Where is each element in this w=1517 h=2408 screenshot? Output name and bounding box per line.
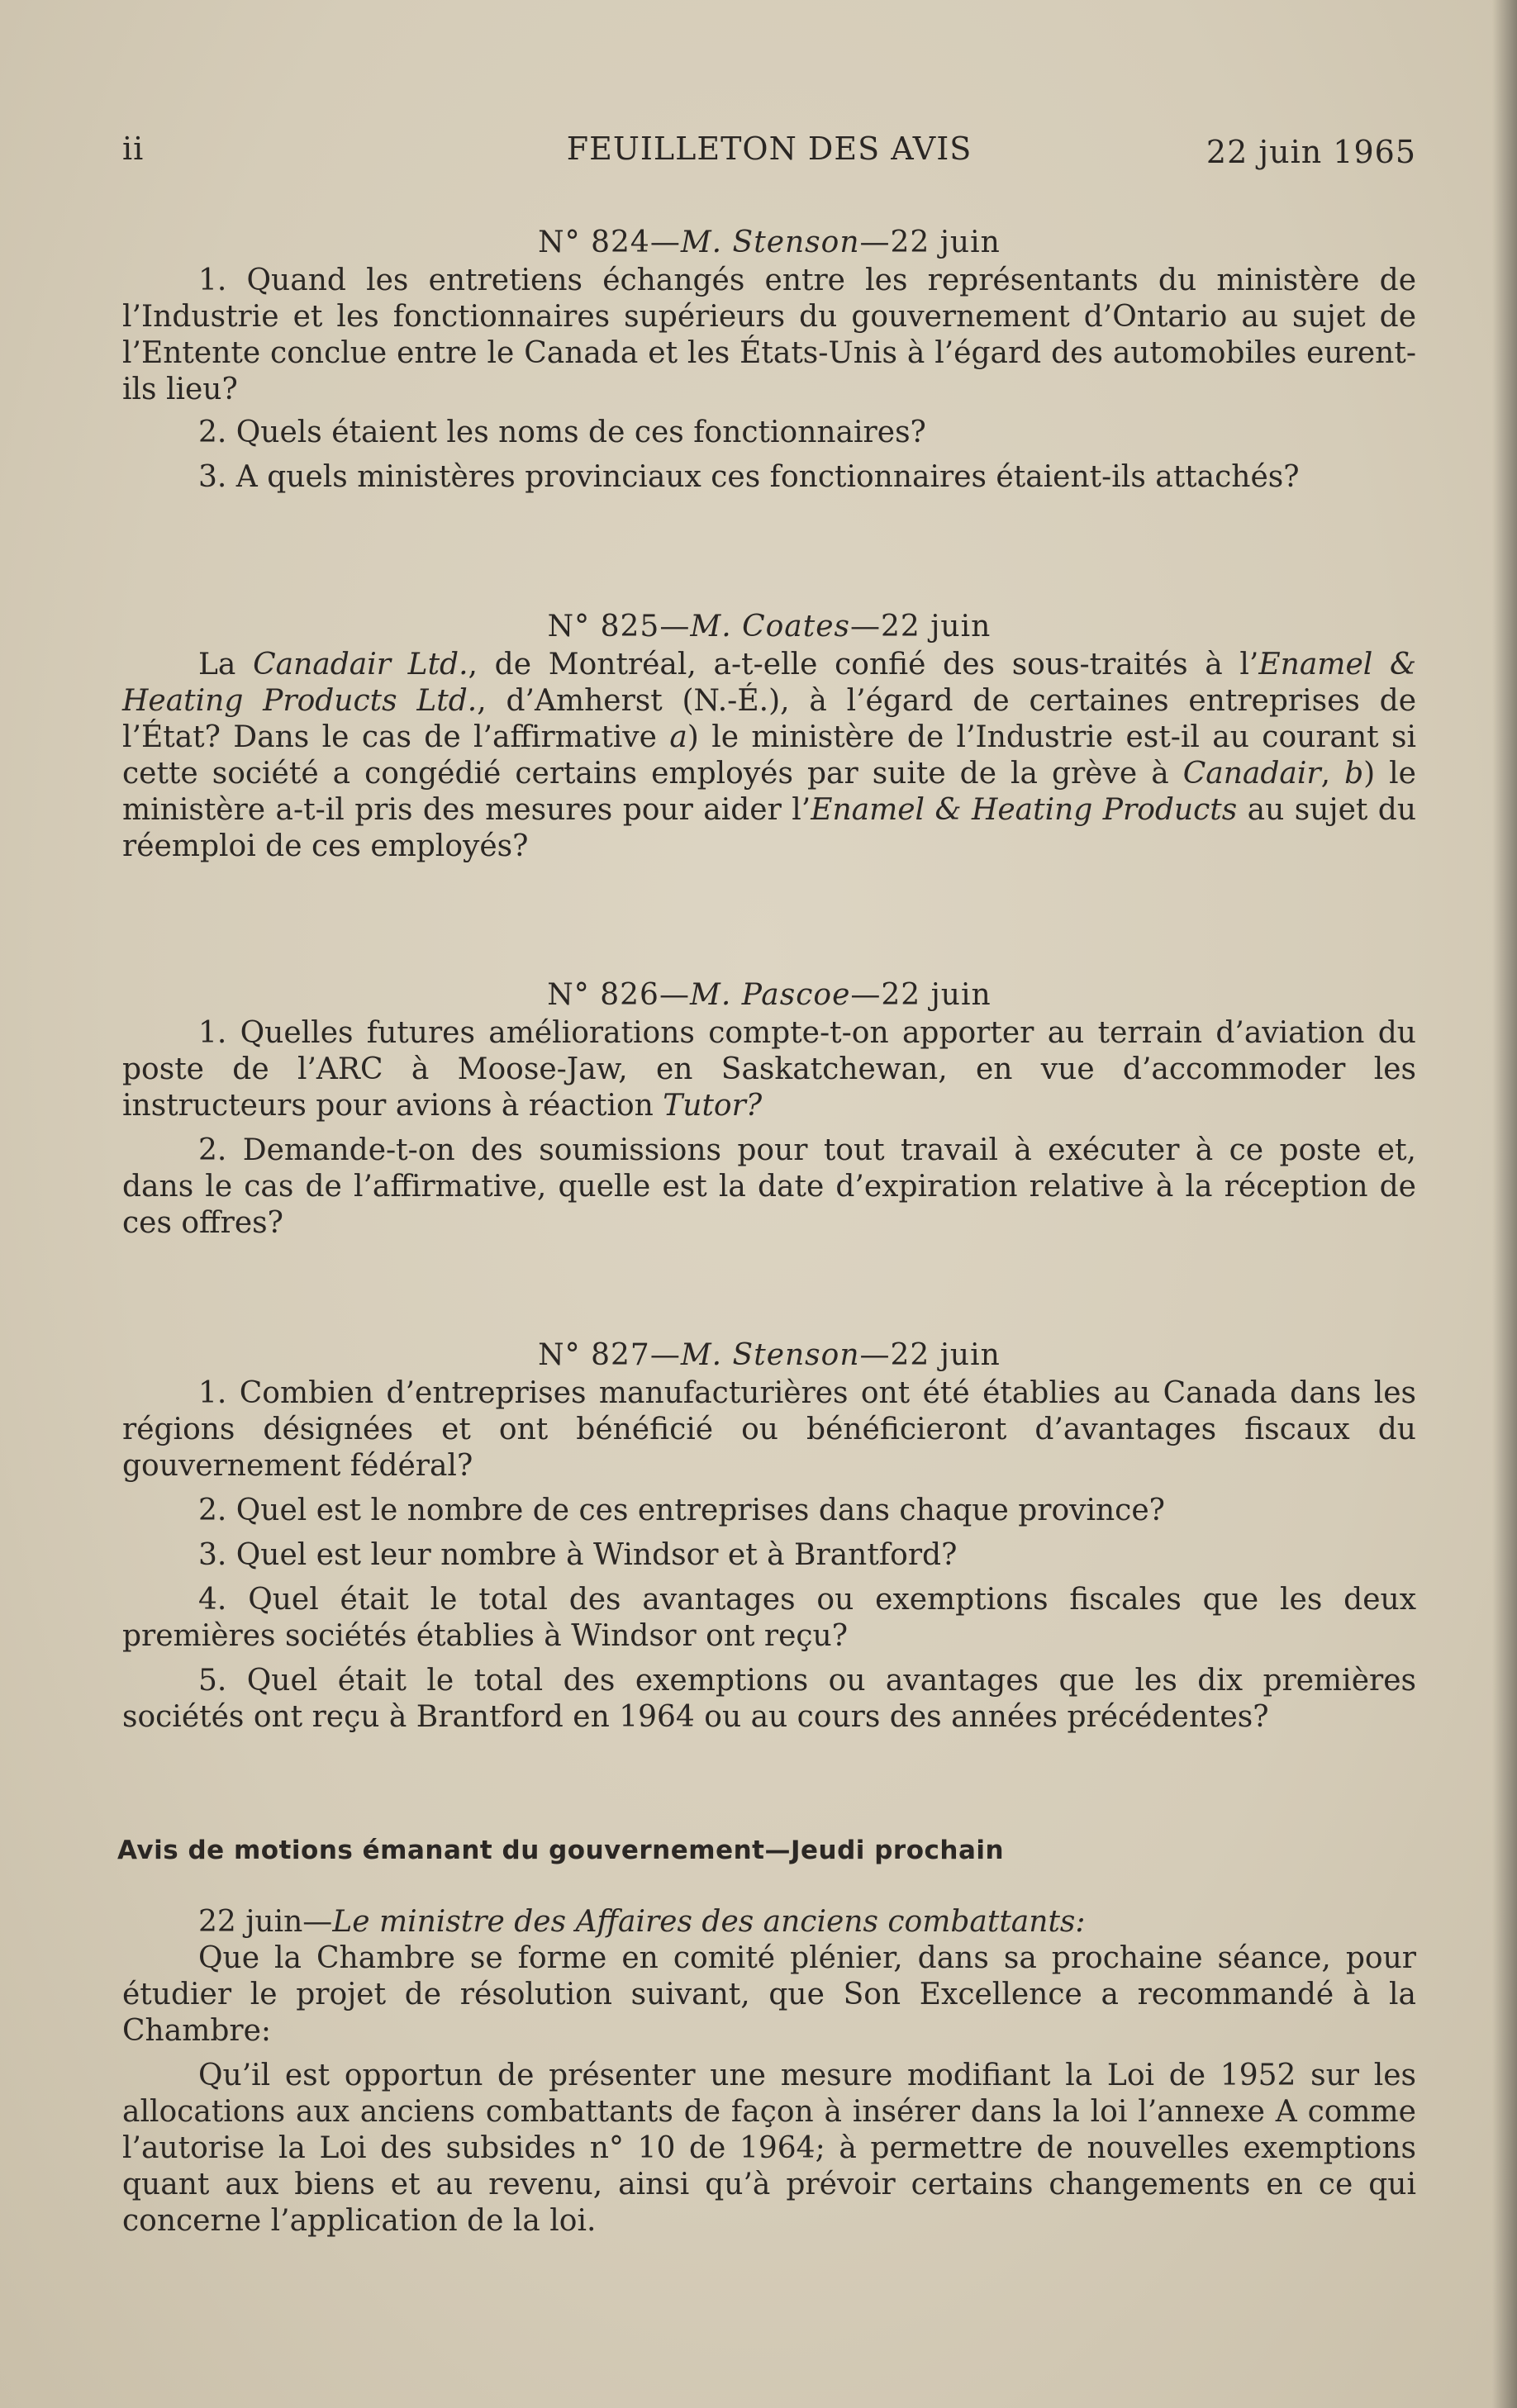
text-run: au sujet du réemploi de ces employés?: [122, 793, 1417, 863]
question-824-title: [122, 225, 1416, 261]
company-name: Canadair: [1182, 757, 1321, 791]
question-825: [122, 609, 1416, 873]
question-824: [122, 225, 1416, 504]
motions-heading: Avis de motions émanant du gouvernement—Jeudi prochain: [117, 1836, 1005, 1865]
question-827-part-1: 1. Combien d’entreprises manufacturières ont été établies au Canada dans les régions désignées et ont bénéficié ou bénéficieront d’avantages fiscaux du gouvernement fédéral?: [122, 1376, 1416, 1483]
question-827-part-5: 5. Quel était le total des exemptions ou avantages que les dix premières sociétés ont reçu à Brantford en 1964 ou au cours des années précédentes?: [122, 1664, 1416, 1734]
text-run: , d’Amherst (N.-É.), à l’égard de certaines entreprises de l’État? Dans le cas de l’affirmative: [122, 684, 1416, 754]
question-827-title: [122, 1337, 1416, 1374]
company-name: Canadair Ltd.: [253, 648, 468, 682]
text-run: , de Montréal, a-t-elle confié des sous-traités à l’: [468, 648, 1259, 682]
text-run: ) le ministère de l’Industrie est-il au courant si cette société a congédié certains employés par suite de la grève à: [122, 720, 1416, 791]
question-number: N° 826—: [547, 978, 690, 1012]
company-name: Enamel & Heating Products: [811, 793, 1238, 827]
question-826-part-1: [122, 1015, 1416, 1124]
question-number: N° 824—: [538, 226, 681, 259]
minister-title: Le ministre des Affaires des anciens combattants:: [332, 1905, 1086, 1939]
question-date: —22 juin: [850, 978, 992, 1012]
motion-date: 22 juin—: [198, 1905, 333, 1939]
member-name: M. Coates: [690, 610, 851, 644]
list-marker: b: [1344, 757, 1364, 791]
motion-paragraph-2: Qu’il est opportun de présenter une mesure modifiant la Loi de 1952 sur les allocations aux anciens combattants de façon à insérer dans la loi l’annexe A comme l’autorise la Loi des subsides n° 10 de 1964; à permettre de nouvelles exemptions quant aux biens et au revenu, ainsi qu’à prévoir certains changements en ce qui concerne l’application de la loi.: [122, 2059, 1416, 2238]
motion-date-line: [122, 1904, 1416, 1940]
question-825-title: [122, 609, 1416, 645]
question-824-part-1: 1. Quand les entretiens échangés entre les représentants du ministère de l’Industrie et les fonctionnaires supérieurs du gouvernement d’Ontario au sujet de l’Entente conclue entre le Canada et les États-Unis à l’égard des automobiles eurent-ils lieu?: [122, 264, 1416, 406]
header-date: 22 juin 1965: [1206, 134, 1416, 170]
question-824-part-3: 3. A quels ministères provinciaux ces fonctionnaires étaient-ils attachés?: [198, 460, 1300, 494]
member-name: M. Stenson: [680, 1338, 860, 1372]
question-date: —22 juin: [859, 226, 1001, 259]
question-826-title: [122, 977, 1416, 1014]
question-number: N° 825—: [547, 610, 691, 644]
page-title: FEUILLETON DES AVIS: [566, 131, 972, 167]
page-header: [122, 131, 1416, 172]
text-run: La: [198, 648, 254, 682]
aircraft-name: Tutor?: [663, 1089, 763, 1123]
question-826: [122, 977, 1416, 1250]
question-827-part-4: 4. Quel était le total des avantages ou exemptions fiscales que les deux premières sociétés établies à Windsor ont reçu?: [122, 1583, 1416, 1653]
question-date: —22 juin: [850, 610, 992, 644]
motion-notice: [122, 1904, 1416, 2248]
company-name: Enamel & Heating Products Ltd.: [122, 648, 1417, 718]
page-edge-shadow: [1492, 0, 1517, 2408]
member-name: M. Stenson: [680, 226, 860, 259]
text-run: 1. Quelles futures améliorations compte-t-on apporter au terrain d’aviation du poste de l’ARC à Moose-Jaw, en Saskatchewan, en vue d’accommoder les instructeurs pour avions à réaction: [122, 1016, 1416, 1123]
text-run: ) le ministère a-t-il pris des mesures pour aider l’: [122, 757, 1416, 827]
question-826-part-2: 2. Demande-t-on des soumissions pour tout travail à exécuter à ce poste et, dans le cas de l’affirmative, quelle est la date d’expiration relative à la réception de ces offres?: [122, 1133, 1416, 1240]
question-825-body: [122, 647, 1416, 865]
question-number: N° 827—: [538, 1338, 681, 1372]
question-827: [122, 1337, 1416, 1744]
question-827-part-2: 2. Quel est le nombre de ces entreprises dans chaque province?: [198, 1494, 1165, 1527]
text-run: ,: [1320, 757, 1345, 791]
question-824-part-2: 2. Quels étaient les noms de ces fonctionnaires?: [198, 416, 926, 449]
motion-paragraph-1: Que la Chambre se forme en comité plénier, dans sa prochaine séance, pour étudier le projet de résolution suivant, que Son Excellence a recommandé à la Chambre:: [122, 1941, 1416, 2048]
page-number: ii: [122, 131, 145, 167]
question-827-part-3: 3. Quel est leur nombre à Windsor et à Brantford?: [198, 1538, 958, 1572]
question-date: —22 juin: [859, 1338, 1001, 1372]
list-marker: a: [669, 720, 687, 754]
member-name: M. Pascoe: [689, 978, 851, 1012]
